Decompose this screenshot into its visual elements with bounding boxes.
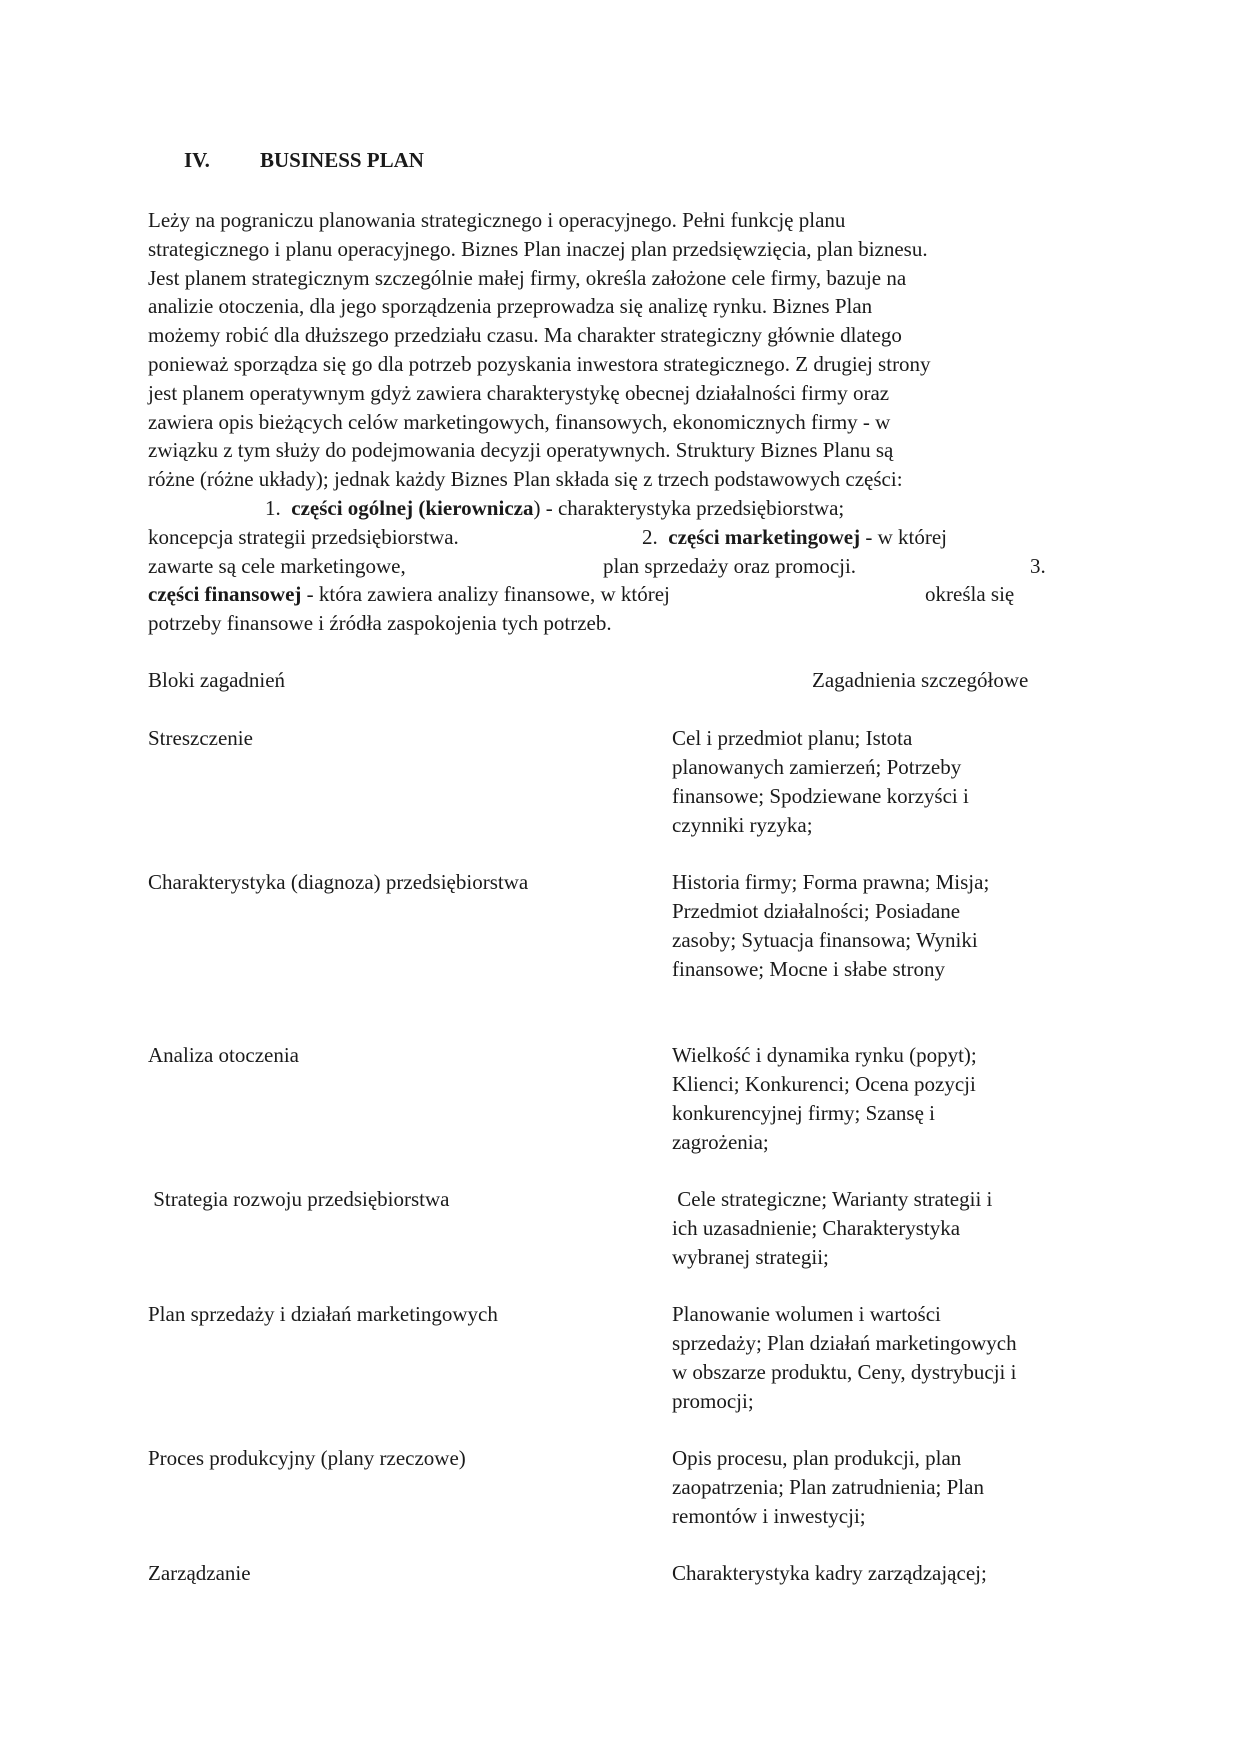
detail-line: Wielkość i dynamika rynku (popyt); — [672, 1043, 977, 1067]
detail-line: Cel i przedmiot planu; Istota — [672, 726, 913, 750]
list-item-2-continuation-b: plan sprzedaży oraz promocji. — [603, 554, 857, 578]
detail-line: Planowanie wolumen i wartości — [672, 1302, 941, 1326]
paragraph-line: Jest planem strategicznym szczególnie małej firmy, określa założone cele firmy, bazuje na — [148, 266, 907, 290]
table-row-details — [672, 1300, 1092, 1416]
detail-line: Historia firmy; Forma prawna; Misja; — [672, 870, 990, 894]
detail-line: Przedmiot działalności; Posiadane — [672, 899, 961, 923]
detail-line: konkurencyjnej firmy; Szansę i — [672, 1101, 936, 1125]
detail-line: sprzedaży; Plan działań marketingowych — [672, 1331, 1017, 1355]
table-row-details — [672, 1559, 1092, 1588]
detail-line: zasoby; Sytuacja finansowa; Wyniki — [672, 928, 978, 952]
paragraph-line: możemy robić dla dłuższego przedziału czasu. Ma charakter strategiczny głównie dlatego — [148, 323, 902, 347]
detail-line: Cele strategiczne; Warianty strategii i — [672, 1187, 993, 1211]
detail-line: czynniki ryzyka; — [672, 813, 813, 837]
paragraph-line: analizie otoczenia, dla jego sporządzenia przeprowadza się analizę rynku. Biznes Plan — [148, 294, 873, 318]
section-heading — [184, 148, 424, 173]
detail-line: planowanych zamierzeń; Potrzeby — [672, 755, 962, 779]
list-item-2-number: 2. — [642, 525, 658, 549]
list-item-3-continuation: potrzeby finansowe i źródła zaspokojenia tych potrzeb. — [148, 611, 612, 635]
list-item-1-number: 1. — [265, 496, 281, 520]
table-row-details — [672, 1041, 1092, 1157]
table-header-right: Zagadnienia szczegółowe — [812, 668, 1029, 692]
paragraph-line: zawiera opis bieżących celów marketingowych, finansowych, ekonomicznych firmy - w — [148, 410, 891, 434]
detail-line: ich uzasadnienie; Charakterystyka — [672, 1216, 961, 1240]
table-header-left: Bloki zagadnień — [148, 668, 286, 692]
table-row-block: Charakterystyka (diagnoza) przedsiębiorstwa — [148, 870, 529, 894]
list-item-1 — [265, 494, 844, 522]
section-title: BUSINESS PLAN — [260, 148, 424, 172]
list-item-1-rest: ) - charakterystyka przedsiębiorstwa; — [533, 496, 845, 520]
detail-line: Opis procesu, plan produkcji, plan — [672, 1446, 962, 1470]
list-item-2-bold: części marketingowej — [668, 525, 861, 549]
list-item-3-rest-a: - która zawiera analizy finansowe, w której — [301, 582, 670, 606]
table-row-block: Proces produkcyjny (plany rzeczowe) — [148, 1446, 466, 1470]
list-item-3-bold: części finansowej — [148, 582, 302, 606]
paragraph-line: jest planem operatywnym gdyż zawiera charakterystykę obecnej działalności firmy oraz — [148, 381, 890, 405]
table-row-block: Streszczenie — [148, 726, 253, 750]
list-item-1-bold: części ogólnej (kierownicza — [291, 496, 534, 520]
list-item-2-rest: - w której — [860, 525, 947, 549]
list-item-3-rest-b: określa się — [925, 582, 1015, 606]
detail-line: promocji; — [672, 1389, 754, 1413]
paragraph-line: związku z tym służy do podejmowania decyzji operatywnych. Struktury Biznes Planu są — [148, 438, 894, 462]
table-row-details — [672, 1185, 1092, 1272]
paragraph-line: różne (różne układy); jednak każdy Biznes Plan składa się z trzech podstawowych części: — [148, 467, 903, 491]
detail-line: w obszarze produktu, Ceny, dystrybucji i — [672, 1360, 1017, 1384]
list-item-1-continuation: koncepcja strategii przedsiębiorstwa. — [148, 525, 459, 549]
detail-line: Charakterystyka kadry zarządzającej; — [672, 1561, 987, 1585]
table-row-block: Strategia rozwoju przedsiębiorstwa — [148, 1187, 450, 1211]
table-row-block: Analiza otoczenia — [148, 1043, 299, 1067]
list-item-3 — [148, 580, 670, 608]
list-item-2 — [642, 523, 947, 551]
detail-line: Klienci; Konkurenci; Ocena pozycji — [672, 1072, 976, 1096]
list-item-2-continuation-a: zawarte są cele marketingowe, — [148, 554, 406, 578]
detail-line: zaopatrzenia; Plan zatrudnienia; Plan — [672, 1475, 984, 1499]
detail-line: finansowe; Spodziewane korzyści i — [672, 784, 969, 808]
paragraph-line: strategicznego i planu operacyjnego. Biznes Plan inaczej plan przedsięwzięcia, plan biznesu. — [148, 237, 928, 261]
detail-line: remontów i inwestycji; — [672, 1504, 866, 1528]
paragraph-line: Leży na pograniczu planowania strategicznego i operacyjnego. Pełni funkcję planu — [148, 208, 846, 232]
list-item-3-number: 3. — [1030, 554, 1046, 578]
table-row-details — [672, 1444, 1092, 1531]
detail-line: zagrożenia; — [672, 1130, 769, 1154]
table-row-block: Plan sprzedaży i działań marketingowych — [148, 1302, 498, 1326]
paragraph-line: ponieważ sporządza się go dla potrzeb pozyskania inwestora strategicznego. Z drugiej strony — [148, 352, 931, 376]
table-row-block: Zarządzanie — [148, 1561, 251, 1585]
table-row-details — [672, 724, 1092, 840]
detail-line: finansowe; Mocne i słabe strony — [672, 957, 945, 981]
section-number: IV. — [184, 148, 210, 172]
table-row-details — [672, 868, 1092, 984]
detail-line: wybranej strategii; — [672, 1245, 829, 1269]
